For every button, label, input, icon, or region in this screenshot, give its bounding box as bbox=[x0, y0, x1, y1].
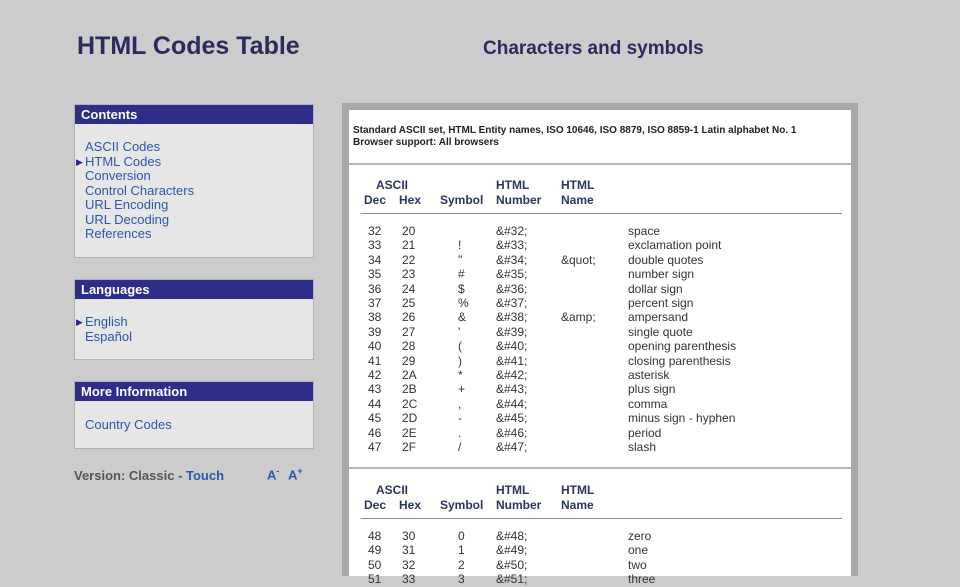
font-increase-label: A bbox=[288, 467, 298, 483]
cell-desc: opening parenthesis bbox=[628, 339, 737, 354]
cell-hex: 2E bbox=[402, 425, 417, 440]
cell-hex: 2B bbox=[402, 382, 417, 397]
col-header-ascii: ASCII bbox=[376, 483, 409, 497]
sidebar-item-label: Control Characters bbox=[85, 182, 195, 198]
cell-symbol: . bbox=[458, 425, 462, 440]
cell-dec: 41 bbox=[368, 353, 382, 368]
table-row bbox=[349, 282, 851, 296]
cell-symbol: / bbox=[458, 440, 462, 454]
cell-number: &#42; bbox=[496, 368, 528, 382]
cell-number: &#46; bbox=[496, 425, 528, 440]
sidebar-item-label: Conversion bbox=[85, 168, 151, 183]
table-row bbox=[349, 339, 851, 353]
cell-number: &#50; bbox=[496, 557, 528, 572]
cell-number: &#51; bbox=[496, 572, 528, 587]
col-header-dec: Dec bbox=[364, 498, 387, 512]
table-row bbox=[349, 310, 851, 324]
cell-desc: exclamation point bbox=[628, 238, 722, 253]
cell-dec: 45 bbox=[368, 411, 382, 426]
standards-line: Standard ASCII set, HTML Entity names, ISO 10646, ISO 8879, ISO 8859-1 Latin alphabet No. 1 bbox=[353, 125, 797, 136]
cell-number: &#34; bbox=[496, 252, 528, 267]
table-row bbox=[349, 440, 851, 454]
table-row bbox=[349, 426, 851, 440]
font-decrease-sup: - bbox=[276, 466, 280, 476]
cell-number: &#36; bbox=[496, 281, 528, 296]
cell-dec: 34 bbox=[368, 252, 382, 267]
content-frame bbox=[342, 103, 858, 587]
header-divider bbox=[361, 213, 842, 214]
cell-desc: dollar sign bbox=[628, 281, 683, 296]
sidebar-item-conversion[interactable] bbox=[85, 169, 303, 184]
cell-symbol: 3 bbox=[458, 572, 465, 587]
sidebar-item-ascii-codes[interactable] bbox=[85, 140, 303, 155]
cell-symbol: 1 bbox=[458, 543, 465, 558]
cell-hex: 2C bbox=[402, 396, 418, 411]
cell-desc: percent sign bbox=[628, 296, 694, 310]
col-header-html-name: Name bbox=[561, 193, 594, 207]
col-header-html-name: Name bbox=[561, 498, 594, 512]
cell-desc: double quotes bbox=[628, 252, 704, 267]
cell-symbol: ! bbox=[458, 238, 462, 253]
col-header-ascii: ASCII bbox=[376, 178, 409, 192]
sidebar-item-references[interactable] bbox=[85, 227, 303, 242]
sidebar-item-control-characters[interactable] bbox=[85, 184, 303, 199]
cell-dec: 36 bbox=[368, 281, 382, 296]
table-row bbox=[349, 238, 851, 252]
cell-desc: closing parenthesis bbox=[628, 353, 731, 368]
cell-desc: number sign bbox=[628, 267, 695, 282]
version-switcher bbox=[74, 468, 224, 483]
table-row bbox=[349, 543, 851, 557]
font-increase-sup: + bbox=[297, 466, 303, 476]
col-header-html-number: Number bbox=[496, 193, 542, 207]
cell-dec: 39 bbox=[368, 324, 382, 339]
cell-hex: 31 bbox=[402, 543, 416, 558]
more-information-box bbox=[74, 381, 314, 449]
cell-hex: 33 bbox=[402, 572, 416, 587]
cell-hex: 30 bbox=[402, 529, 416, 543]
language-label: Español bbox=[85, 328, 132, 344]
cell-hex: 22 bbox=[402, 252, 416, 267]
cell-symbol: % bbox=[458, 296, 469, 310]
sidebar-item-country-codes[interactable] bbox=[85, 418, 303, 433]
cell-desc: slash bbox=[628, 440, 657, 454]
sidebar-item-url-decoding[interactable] bbox=[85, 213, 303, 228]
table-row bbox=[349, 529, 851, 543]
table-row bbox=[349, 325, 851, 339]
cell-hex: 2D bbox=[402, 411, 418, 426]
cell-symbol: , bbox=[458, 396, 462, 411]
cell-name: &amp; bbox=[561, 310, 596, 325]
more-information-box-title: More Information bbox=[75, 382, 313, 401]
sidebar-item-url-encoding[interactable] bbox=[85, 198, 303, 213]
current-language-marker-icon: ▶ bbox=[76, 317, 83, 327]
cell-symbol: * bbox=[458, 368, 463, 382]
contents-box-title: Contents bbox=[75, 105, 313, 124]
cell-name: &quot; bbox=[561, 252, 596, 267]
intro-text bbox=[353, 125, 796, 149]
cell-number: &#39; bbox=[496, 324, 528, 339]
cell-number: &#40; bbox=[496, 339, 528, 354]
browser-support-line: Browser support: All browsers bbox=[353, 137, 499, 148]
page-title: Characters and symbols bbox=[483, 38, 704, 59]
cell-number: &#33; bbox=[496, 238, 528, 253]
cell-desc: comma bbox=[628, 396, 668, 411]
sidebar-item-label: References bbox=[85, 226, 152, 241]
col-header-hex: Hex bbox=[399, 193, 422, 207]
cell-number: &#43; bbox=[496, 382, 528, 397]
cell-dec: 37 bbox=[368, 296, 382, 310]
cell-dec: 50 bbox=[368, 557, 382, 572]
cell-desc: two bbox=[628, 557, 647, 572]
cell-hex: 20 bbox=[402, 224, 416, 238]
col-header-html-name-top: HTML bbox=[561, 483, 595, 497]
cell-desc: period bbox=[628, 425, 662, 440]
cell-dec: 43 bbox=[368, 382, 382, 397]
cell-number: &#32; bbox=[496, 224, 528, 238]
col-header-symbol: Symbol bbox=[440, 498, 484, 512]
sidebar-item-label: ASCII Codes bbox=[85, 139, 161, 154]
language-label: English bbox=[85, 314, 128, 329]
col-header-hex: Hex bbox=[399, 498, 422, 512]
cell-dec: 46 bbox=[368, 425, 382, 440]
table-row bbox=[349, 382, 851, 396]
col-header-html-name-top: HTML bbox=[561, 178, 595, 192]
cell-symbol: ' bbox=[458, 324, 461, 339]
cell-desc: one bbox=[628, 543, 649, 558]
table-row bbox=[349, 354, 851, 368]
cell-number: &#48; bbox=[496, 529, 528, 543]
cell-hex: 24 bbox=[402, 281, 416, 296]
touch-version-link[interactable]: Touch bbox=[186, 468, 225, 483]
table-row bbox=[349, 558, 851, 572]
cell-symbol: " bbox=[458, 252, 463, 267]
cell-symbol: ) bbox=[458, 353, 462, 368]
table-row bbox=[349, 572, 851, 586]
cell-symbol: 0 bbox=[458, 529, 465, 543]
table-row bbox=[349, 368, 851, 382]
cell-desc: asterisk bbox=[628, 368, 670, 382]
cell-desc: minus sign - hyphen bbox=[628, 411, 736, 426]
cell-symbol: & bbox=[458, 310, 467, 325]
cell-dec: 51 bbox=[368, 572, 382, 587]
cell-dec: 38 bbox=[368, 310, 382, 325]
cell-number: &#38; bbox=[496, 310, 528, 325]
cell-hex: 21 bbox=[402, 238, 416, 253]
col-header-html-number-top: HTML bbox=[496, 178, 530, 192]
cell-hex: 2A bbox=[402, 368, 417, 382]
sidebar-item-label: HTML Codes bbox=[85, 153, 162, 169]
cell-desc: zero bbox=[628, 529, 652, 543]
languages-box-title: Languages bbox=[75, 280, 313, 299]
cell-desc: three bbox=[628, 572, 656, 587]
cell-number: &#49; bbox=[496, 543, 528, 558]
languages-box bbox=[74, 279, 314, 360]
cell-hex: 23 bbox=[402, 267, 416, 282]
cell-dec: 32 bbox=[368, 224, 382, 238]
header-divider bbox=[361, 518, 842, 519]
cell-number: &#44; bbox=[496, 396, 528, 411]
decrease-font-size-button[interactable] bbox=[267, 466, 279, 482]
cell-dec: 49 bbox=[368, 543, 382, 558]
cell-symbol: - bbox=[458, 411, 462, 426]
content-panel bbox=[349, 110, 851, 587]
sidebar-item-label: URL Decoding bbox=[85, 211, 170, 227]
current-page-marker-icon: ▶ bbox=[76, 156, 83, 167]
cell-hex: 2F bbox=[402, 440, 417, 454]
cell-symbol: + bbox=[458, 382, 466, 397]
cell-dec: 44 bbox=[368, 396, 382, 411]
table-row bbox=[349, 411, 851, 425]
version-separator: - bbox=[174, 468, 187, 483]
increase-font-size-button[interactable] bbox=[288, 466, 303, 482]
cell-hex: 32 bbox=[402, 557, 416, 572]
cell-desc: space bbox=[628, 224, 661, 238]
table-row bbox=[349, 397, 851, 411]
cell-number: &#41; bbox=[496, 353, 528, 368]
table-row bbox=[349, 253, 851, 267]
cell-dec: 47 bbox=[368, 440, 382, 454]
col-header-html-number: Number bbox=[496, 498, 542, 512]
cell-dec: 35 bbox=[368, 267, 382, 282]
cell-number: &#37; bbox=[496, 296, 528, 310]
sidebar-item-html-codes[interactable] bbox=[76, 153, 303, 170]
cell-desc: plus sign bbox=[628, 382, 676, 397]
cell-hex: 28 bbox=[402, 339, 416, 354]
language-espanol[interactable] bbox=[85, 330, 303, 345]
section-divider bbox=[349, 467, 851, 469]
cell-dec: 33 bbox=[368, 238, 382, 253]
version-label: Version: Classic bbox=[74, 468, 175, 483]
col-header-symbol: Symbol bbox=[440, 193, 484, 207]
cell-hex: 27 bbox=[402, 324, 416, 339]
table-row bbox=[349, 267, 851, 281]
col-header-dec: Dec bbox=[364, 193, 387, 207]
cell-hex: 25 bbox=[402, 296, 416, 310]
cell-desc: ampersand bbox=[628, 310, 689, 325]
table-row bbox=[349, 296, 851, 310]
cell-symbol: ( bbox=[458, 339, 462, 354]
section-divider bbox=[349, 163, 851, 165]
cell-number: &#35; bbox=[496, 267, 528, 282]
col-header-html-number-top: HTML bbox=[496, 483, 530, 497]
cell-symbol: # bbox=[458, 267, 465, 282]
cell-number: &#47; bbox=[496, 440, 528, 454]
cell-number: &#45; bbox=[496, 411, 528, 426]
cell-desc: single quote bbox=[628, 324, 693, 339]
sidebar-item-label: Country Codes bbox=[85, 417, 172, 432]
contents-box bbox=[74, 104, 314, 258]
cell-hex: 26 bbox=[402, 310, 416, 325]
cell-hex: 29 bbox=[402, 353, 416, 368]
sidebar-item-label: URL Encoding bbox=[85, 197, 169, 212]
cell-symbol: 2 bbox=[458, 557, 465, 572]
cell-dec: 48 bbox=[368, 529, 382, 543]
font-decrease-label: A bbox=[267, 467, 277, 483]
cell-dec: 40 bbox=[368, 339, 382, 354]
language-english[interactable] bbox=[76, 314, 303, 330]
cell-dec: 42 bbox=[368, 368, 382, 382]
cell-symbol: $ bbox=[458, 281, 465, 296]
site-title: HTML Codes Table bbox=[77, 32, 300, 60]
table-row bbox=[349, 224, 851, 238]
